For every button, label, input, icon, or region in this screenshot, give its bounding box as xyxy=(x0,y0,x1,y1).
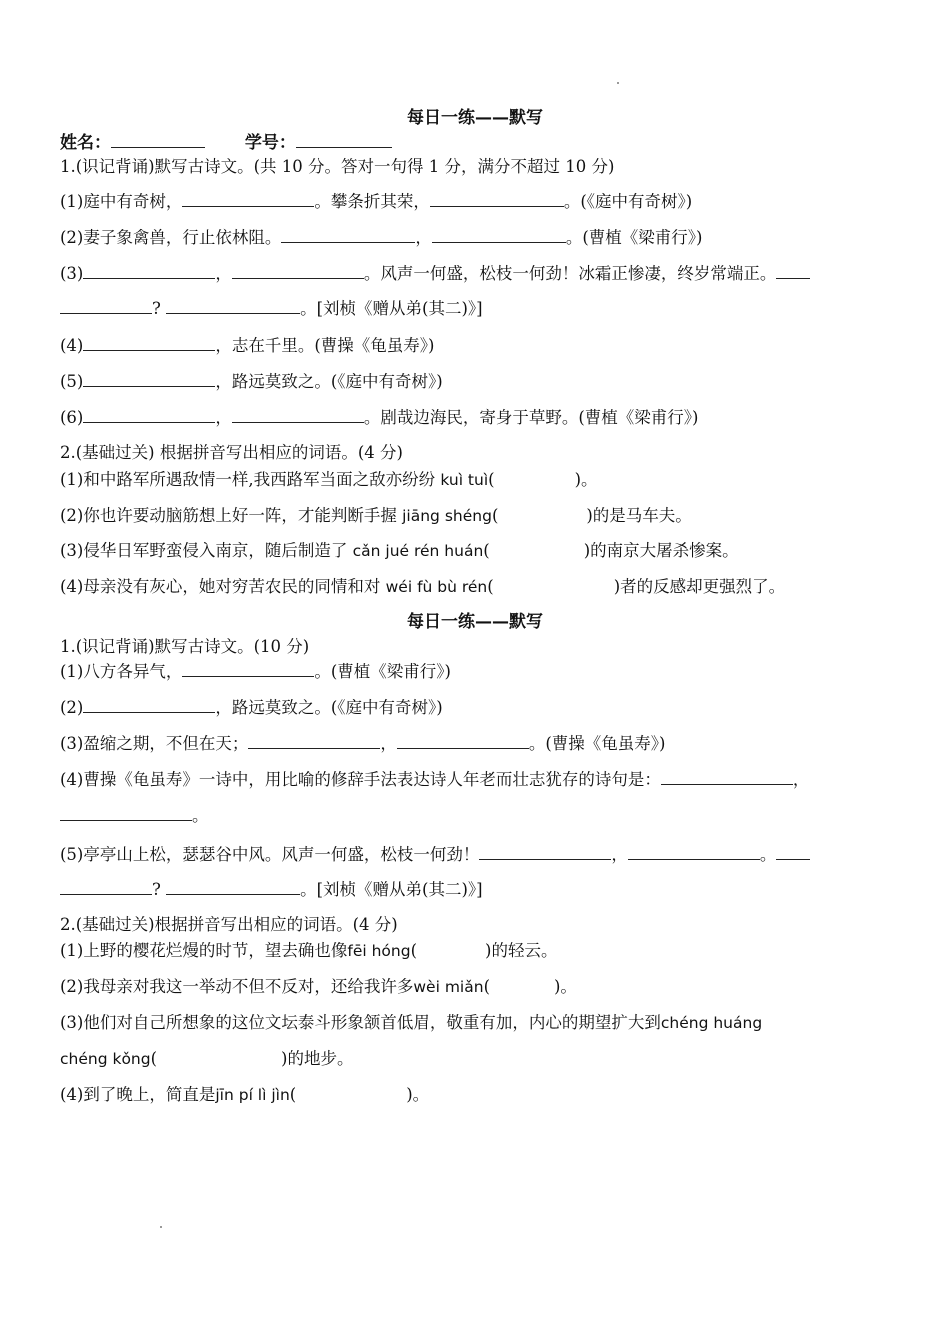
p2-q1-item-2: (2) ，路远莫致之。(《庭中有奇树》) xyxy=(60,698,443,717)
p2-q2-item-1: (1)上野的樱花烂熳的时节，望去确也像fēi hóng( )的轻云。 xyxy=(60,941,558,960)
answer-blank[interactable] xyxy=(83,372,215,387)
p1-q1-item-6: (6) ， 。剧哉边海民，寄身于草野。(曹植《梁甫行》) xyxy=(60,408,699,427)
answer-blank[interactable] xyxy=(60,806,192,821)
speck xyxy=(160,1226,162,1228)
pinyin: jiāng shéng xyxy=(402,507,492,525)
p2-q2-item-2: (2)我母亲对我这一举动不但不反对，还给我许多wèi miǎn( )。 xyxy=(60,977,577,996)
speck xyxy=(617,82,619,84)
p1-q1-item-5: (5) ，路远莫致之。(《庭中有奇树》) xyxy=(60,372,443,391)
p1-q2-item-1: (1)和中路军所遇敌情一样,我西路军当面之敌亦纷纷 kuì tuì( )。 xyxy=(60,470,598,489)
name-label: 姓名： xyxy=(60,133,111,153)
id-blank[interactable] xyxy=(296,133,392,148)
p2-q1-item-4: (4)曹操《龟虽寿》一诗中，用比喻的修辞手法表达诗人年老而壮志犹存的诗句是： ， xyxy=(60,770,810,789)
answer-blank[interactable] xyxy=(397,734,529,749)
answer-blank[interactable] xyxy=(60,880,152,895)
pinyin: fēi hóng xyxy=(347,942,411,960)
id-label: 学号： xyxy=(244,133,296,153)
pinyin: chéng huáng xyxy=(660,1014,763,1032)
p2-q1-item-5-cont: ? 。[刘桢《赠从弟(其二)》] xyxy=(60,880,483,900)
p2-q2-item-3-cont: chéng kǒng( )的地步。 xyxy=(60,1049,354,1068)
pinyin: cǎn jué rén huán xyxy=(352,542,484,560)
answer-blank[interactable] xyxy=(776,264,810,279)
page-title: 每日一练——默写 xyxy=(407,108,543,128)
p1-q2-item-2: (2)你也许要动脑筋想上好一阵，才能判断手握 jiāng shéng( )的是马车夫。 xyxy=(60,506,692,525)
name-id-row xyxy=(60,133,392,153)
answer-blank[interactable] xyxy=(281,228,415,243)
answer-blank[interactable] xyxy=(232,408,364,423)
answer-blank[interactable] xyxy=(166,880,300,895)
q1-heading: 1.(识记背诵)默写古诗文。(10 分) xyxy=(60,637,310,656)
answer-blank[interactable] xyxy=(60,299,152,314)
answer-blank[interactable] xyxy=(83,408,215,423)
p1-q2-item-4: (4)母亲没有灰心，她对穷苦农民的同情和对 wéi fù bù rén( )者的反感却更强烈了。 xyxy=(60,577,786,596)
answer-blank[interactable] xyxy=(83,336,215,351)
answer-blank[interactable] xyxy=(166,299,300,314)
pinyin: wèi miǎn xyxy=(413,978,484,996)
p2-q1-item-5: (5)亭亭山上松，瑟瑟谷中风。风声一何盛，松枝一何劲！ ， 。 xyxy=(60,845,810,865)
answer-blank[interactable] xyxy=(83,698,215,713)
answer-blank[interactable] xyxy=(628,845,760,860)
answer-blank[interactable] xyxy=(182,192,314,207)
pinyin: kuì tuì xyxy=(440,471,489,489)
q1-heading: 1.(识记背诵)默写古诗文。(共 10 分。答对一句得 1 分，满分不超过 10 分) xyxy=(60,157,615,176)
answer-blank[interactable] xyxy=(83,264,215,279)
pinyin: chéng kǒng xyxy=(60,1050,151,1068)
answer-blank[interactable] xyxy=(430,192,564,207)
p2-q1-item-3: (3)盈缩之期，不但在天； ， 。(曹操《龟虽寿》) xyxy=(60,734,666,753)
p1-q1-item-3: (3) ， 。风声一何盛，松枝一何劲！冰霜正惨凄，终岁常端正。 xyxy=(60,264,810,284)
answer-blank[interactable] xyxy=(182,662,314,677)
answer-blank[interactable] xyxy=(432,228,566,243)
answer-blank[interactable] xyxy=(232,264,364,279)
answer-blank[interactable] xyxy=(776,845,810,860)
q2-heading: 2.(基础过关)根据拼音写出相应的词语。(4 分) xyxy=(60,915,398,934)
pinyin: wéi fù bù rén xyxy=(385,578,488,596)
p2-q2-item-4: (4)到了晚上，简直是jīn pí lì jìn( )。 xyxy=(60,1085,430,1104)
section-title: 每日一练——默写 xyxy=(407,612,543,632)
p2-q1-item-4-cont: 。 xyxy=(60,806,209,826)
p1-q2-item-3: (3)侵华日军野蛮侵入南京，随后制造了 cǎn jué rén huán( )的南京大屠杀惨案。 xyxy=(60,541,739,560)
q2-heading: 2.(基础过关) 根据拼音写出相应的词语。(4 分) xyxy=(60,443,403,462)
p1-q1-item-3-cont: ? 。[刘桢《赠从弟(其二)》] xyxy=(60,299,483,319)
answer-blank[interactable] xyxy=(479,845,611,860)
pinyin: jīn pí lì jìn xyxy=(215,1086,290,1104)
p2-q1-item-1: (1)八方各异气， 。(曹植《梁甫行》) xyxy=(60,662,451,681)
p2-q2-item-3: (3)他们对自己所想象的这位文坛泰斗形象颔首低眉，敬重有加，内心的期望扩大到chéng huáng xyxy=(60,1013,763,1032)
answer-blank[interactable] xyxy=(248,734,380,749)
p1-q1-item-2: (2)妻子象禽兽，行止依林阻。 ， 。(曹植《梁甫行》) xyxy=(60,228,703,247)
answer-blank[interactable] xyxy=(661,770,793,785)
name-blank[interactable] xyxy=(111,133,205,148)
p1-q1-item-1: (1)庭中有奇树， 。攀条折其荣， 。(《庭中有奇树》) xyxy=(60,192,693,211)
p1-q1-item-4: (4) ，志在千里。(曹操《龟虽寿》) xyxy=(60,336,435,355)
